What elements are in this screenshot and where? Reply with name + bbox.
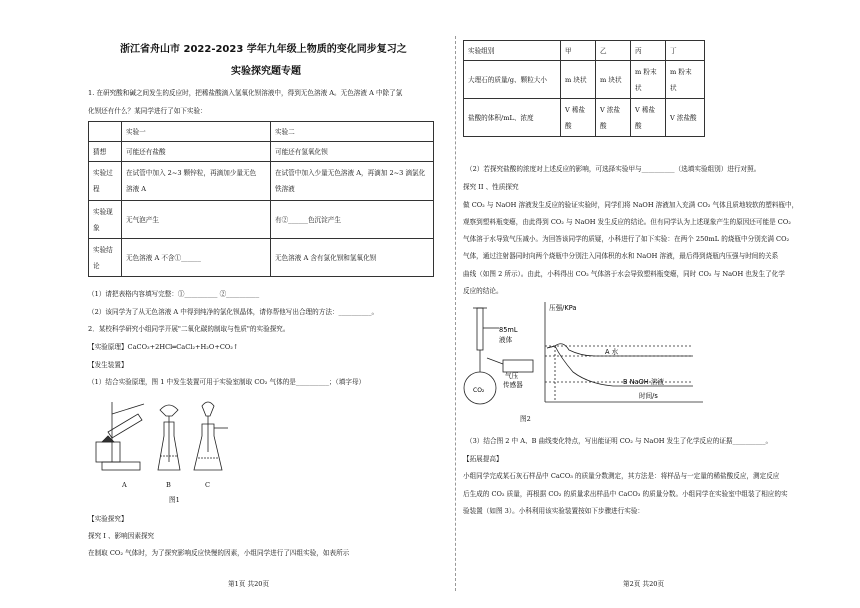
table-header: 丙 [631, 41, 666, 61]
sensor-label: 传感器 [503, 381, 523, 389]
table-cell: 有②______色沉淀产生 [271, 201, 434, 239]
para-line: 气体溶于水导致气压减小。为回答该同学的质疑，小科进行了如下实验：在两个 250mL 的烧瓶中分别充满 CO₂ [463, 235, 790, 243]
table-cell: m 粉末 状 [666, 61, 705, 99]
y-axis-label: 压强/KPa [549, 304, 577, 312]
sensor-tube [487, 358, 503, 364]
table-cell: 在试管中加入少量无色溶液 A，再滴加 2~3 滴氯化 铁溶液 [271, 162, 434, 201]
para-line: 小组同学完成某石灰石样品中 CaCO₃ 的质量分数测定，其方法是：将样品与一定量的稀盐酸反应，测定反应 [463, 472, 780, 480]
fig1-caption: 图1 [169, 496, 180, 504]
burner [96, 442, 120, 462]
para-line: 后生成的 CO₂ 质量，再根据 CO₂ 的质量求出样品中 CaCO₃ 的质量分数。小组同学在实验室中组装了相应的实 [463, 490, 788, 498]
label-b: B [166, 481, 171, 489]
q1-text: 1. 在研究酸和碱之间发生的反应时，把稀盐酸滴入氢氧化钡溶液中，得到无色溶液 A。无色溶液 A 中除了氯 [88, 89, 403, 97]
groups-table [463, 40, 705, 137]
table-cell: 盐酸的体积/mL、浓度 [464, 99, 561, 137]
table-cell [89, 122, 122, 142]
para-line: 观察到塑料瓶变瘪，由此得到 CO₂ 与 NaOH 发生反应的结论。但有同学认为上述现象产生的原因还可能是 CO₂ [463, 218, 791, 226]
test-tube [108, 414, 142, 438]
explore1-heading: 探究 I 、影响因素探究 [88, 532, 155, 540]
table-cell: 可能还有盐酸 [122, 142, 271, 162]
q2-text: 2．某校科学研究小组同学开展"二氧化碳的制取与性质"的实验探究。 [88, 325, 290, 333]
apparatus-clamp [112, 404, 144, 414]
table-cell: 实验结 论 [89, 239, 122, 277]
table-cell: 实验过 程 [89, 162, 122, 201]
explore-heading: 【实验探究】 [88, 515, 128, 523]
curve-a-water [547, 344, 693, 356]
separatory-funnel-c [202, 402, 214, 416]
extend-heading: 【拓展提高】 [463, 455, 503, 463]
curve-a-label: A 水 [605, 348, 619, 356]
para-line: 气体，通过注射器同时向两个烧瓶中分别注入同体积的水和 NaOH 溶液，最后得到烧瓶内压强与时间的关系 [463, 252, 779, 260]
apparatus-base [102, 462, 140, 470]
label-c: C [205, 481, 211, 489]
principle: 【实验原理】CaCO₃+2HCl═CaCl₂+H₂O+CO₂↑ [88, 343, 239, 351]
q2-sub2: （2）若探究盐酸的浓度对上述反应的影响，可选择实验甲与__________（选填实验组别）进行对照。 [466, 165, 761, 173]
table-cell: 无气泡产生 [122, 201, 271, 239]
flask-gas-label: CO₂ [473, 387, 485, 394]
page-footer: 第1页 共20页 [228, 580, 270, 588]
sensor-label: 气压 [505, 372, 519, 380]
para-line: 曲线（如图 2 所示）。由此，小科得出 CO₂ 气体溶于水会导致塑料瓶变瘪，同时 CO₂ 与 NaOH 也发生了化学 [463, 270, 785, 278]
syringe-volume: 85mL [499, 326, 518, 334]
x-axis-label: 时间/s [639, 392, 658, 400]
table-cell: m 块状 [561, 61, 596, 99]
q1-sub2: （2）该同学为了从无色溶液 A 中得到纯净的氯化钡晶体，请你帮他写出合理的方法：__________。 [88, 308, 379, 316]
table-cell: 实验现 象 [89, 201, 122, 239]
table-cell: V 浓盐 酸 [596, 99, 631, 137]
experiment-table [88, 121, 434, 277]
para-line: 做 CO₂ 与 NaOH 溶液发生反应的验证实验时，同学们将 NaOH 溶液加入充满 CO₂ 气体且质地较软的塑料瓶中， [463, 201, 799, 209]
q1-text: 化钡还有什么？某同学进行了如下实验： [88, 107, 207, 115]
table-header: 甲 [561, 41, 596, 61]
table-header: 实验一 [122, 122, 271, 142]
label-a: A [122, 481, 127, 489]
page-divider [455, 36, 456, 591]
page-footer: 第2页 共20页 [623, 580, 665, 588]
fig2-caption: 图2 [520, 415, 531, 423]
table-cell: V 稀盐 酸 [561, 99, 596, 137]
table-cell: m 块状 [596, 61, 631, 99]
curve-b-naoh [547, 346, 693, 386]
table-cell: 大理石的质量/g、颗粒大小 [464, 61, 561, 99]
device-heading: 【发生装置】 [88, 361, 128, 369]
table-header: 乙 [596, 41, 631, 61]
apparatus-figure-1 [88, 392, 268, 507]
table-header: 实验组别 [464, 41, 561, 61]
table-cell: 可能还有氢氧化钡 [271, 142, 434, 162]
explore1-text: 在制取 CO₂ 气体时，为了探究影响反应快慢的因素，小组同学进行了四组实验，如表所示 [88, 549, 350, 557]
para-line: 反应的结论。 [463, 287, 503, 295]
curve-b-label: B NaOH 溶液 [623, 378, 665, 386]
q1-sub1: （1）请把表格内容填写完整：①__________ ②__________ [88, 290, 260, 298]
table-cell: 猜想 [89, 142, 122, 162]
para-line: 验装置（如图 3）。小科利用该实验装置按如下步骤进行实验： [463, 507, 645, 515]
q2-sub1: （1）结合实验原理，图 1 中发生装置可用于实验室制取 CO₂ 气体的是__________；（填字母） [88, 378, 366, 386]
table-cell: 无色溶液 A 含有氯化钡和氢氧化钡 [271, 239, 434, 277]
explore2-heading: 探究 II 、性质探究 [463, 183, 519, 191]
table-cell: 无色溶液 A 不含①______ [122, 239, 271, 277]
doc-title-line2: 实验探究题专题 [231, 66, 301, 77]
q3-text: （3）结合图 2 中 A、B 曲线变化特点，写出能证明 CO₂ 与 NaOH 发生了化学反应的证据__________。 [466, 437, 773, 445]
table-cell: V 稀盐 酸 [631, 99, 666, 137]
funnel-b [160, 405, 178, 416]
syringe [477, 308, 483, 350]
table-cell: V 浓盐酸 [666, 99, 705, 137]
table-cell: 在试管中加入 2~3 颗锌粒，再滴加少量无色 溶液 A [122, 162, 271, 201]
syringe-liquid-label: 液体 [499, 336, 513, 344]
table-header: 实验二 [271, 122, 434, 142]
figure-2 [463, 298, 723, 418]
doc-title-line1: 浙江省舟山市 2022-2023 学年九年级上物质的变化同步复习之 [120, 44, 407, 55]
pressure-sensor [503, 360, 533, 372]
table-cell: m 粉末 状 [631, 61, 666, 99]
table-header: 丁 [666, 41, 705, 61]
